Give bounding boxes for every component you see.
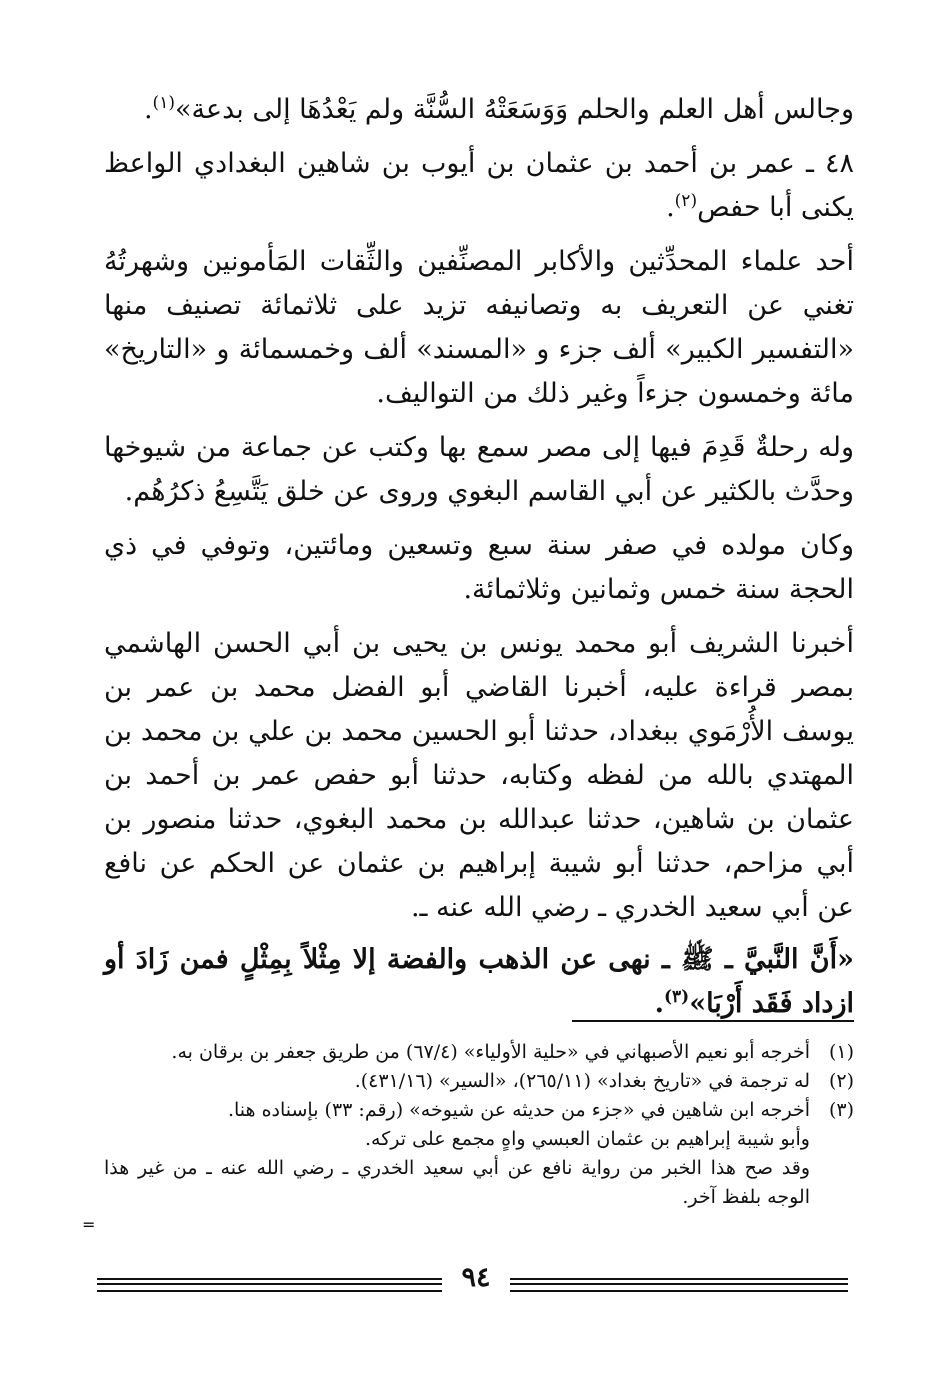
paragraph-1-end: . [143,94,153,125]
hadith-text: «أَنَّ النَّبيَّ ـ ﷺ ـ نهى عن الذهب والفضة إلا مِثْلاً بِمِثْلٍ فمن زَادَ أو ازداد فَقَد أَرْبَا» [104,944,854,1019]
footnote-1-text: أخرجه أبو نعيم الأصبهاني في «حلية الأولياء» (٦٧/٤) من طريق جعفر بن برقان به. [171,1041,810,1063]
footnote-1-number: (١) [828,1041,854,1063]
paragraph-7-end: . [654,988,664,1019]
paragraph-2-entry-heading [104,142,854,230]
footnote-ref-3: (٣) [663,987,690,1007]
footnote-2-number: (٢) [828,1070,854,1092]
footnote-3-number: (٣) [828,1099,854,1121]
page-number-rule-left [97,1278,442,1292]
footnote-3 [104,1096,854,1125]
paragraph-1-text: وجالس أهل العلم والحلم وَوَسَعَتْهُ السُّنَّة ولم يَعْدُهَا إلى بدعة» [174,94,854,125]
paragraph-4: وله رحلةٌ قَدِمَ فيها إلى مصر سمع بها وكتب عن جماعة من شيوخها وحدَّث بالكثير عن أبي القاسم البغوي وروى عن خلق يَتَّسِعُ ذكرُهُم. [104,432,854,507]
paragraph-3: أحد علماء المحدِّثين والأكابر المصنِّفين والثِّقات المَأمونين وشهرتُهُ تغني عن التعريف به وتصانيفه تزيد على ثلاثمائة تصنيف منها «التفسير الكبير» ألف جزء و «المسند» ألف وخمسمائة و «التاريخ» مائة وخمسون جزءاً وغير ذلك من التواليف. [104,246,854,409]
footnote-3-text: أخرجه ابن شاهين في «جزء من حديثه عن شيوخه» (رقم: ٣٣) بإسناده هنا. [227,1099,810,1121]
paragraph-5: وكان مولده في صفر سنة سبع وتسعين ومائتين، وتوفي في ذي الحجة سنة خمس وثمانين وثلاثمائة. [104,530,854,605]
footnotes [104,1038,854,1212]
footnote-3-line-2: وأبو شيبة إبراهيم بن عثمان العبسي واهٍ مجمع على تركه. [365,1128,810,1150]
page-number-rule-right [510,1278,848,1292]
footnote-1 [104,1038,854,1067]
footnote-ref-1: (١) [152,93,175,113]
entry-heading-text: ٤٨ ـ عمر بن أحمد بن عثمان بن أيوب بن شاهين البغدادي الواعظ يكنى أبا حفص [104,148,854,223]
paragraph-2-end: . [666,192,675,223]
paragraph-1 [104,88,854,132]
footnote-2 [104,1067,854,1096]
paragraph-7-hadith [104,938,854,1026]
footnote-3-line-3: وقد صح هذا الخبر من رواية نافع عن أبي سعيد الخدري ـ رضي الله عنه ـ من غير هذا الوجه بلفظ آخر. [104,1157,810,1208]
continuation-mark: = [82,1215,96,1234]
footnote-separator [572,1020,854,1022]
paragraph-6-isnad: أخبرنا الشريف أبو محمد يونس بن يحيى بن أبي الحسن الهاشمي بمصر قراءة عليه، أخبرنا القاضي أبو الفضل محمد بن عمر بن يوسف الأُرْمَوي ببغداد، حدثنا أبو الحسين محمد بن علي بن محمد بن المهتدي بالله من لفظه وكتابه، حدثنا أبو حفص عمر بن أحمد بن عثمان بن شاهين، حدثنا عبدالله بن محمد البغوي، حدثنا منصور بن أبي مزاحم، حدثنا أبو شيبة إبراهيم بن عثمان عن الحكم عن نافع عن أبي سعيد الخدري ـ رضي الله عنه ـ. [104,628,854,923]
page-number: ٩٤ [461,1262,491,1293]
footnote-ref-2: (٢) [674,191,698,211]
main-text [104,88,854,1026]
footnote-2-text: له ترجمة في «تاريخ بغداد» (٢٦٥/١١)، «السير» (٤٣١/١٦). [354,1070,810,1092]
